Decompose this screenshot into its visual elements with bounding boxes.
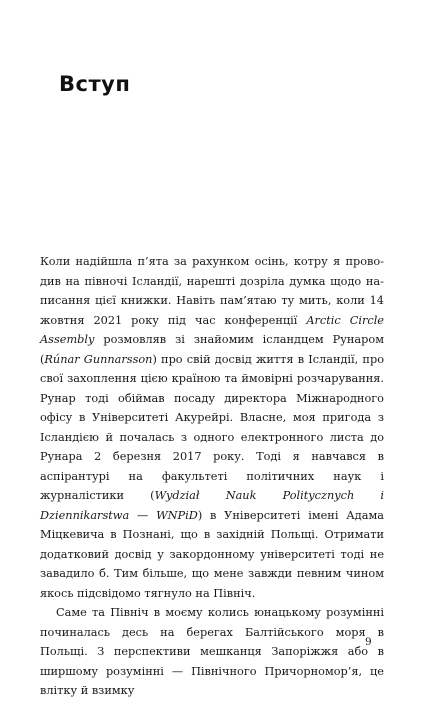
paragraph [40,252,384,603]
italic-run: Wydział Nauk Politycznych i Dziennikarstwa — WNPiD [40,489,384,522]
page-number: 9 [365,636,372,648]
text-run: Коли надійшла п’ята за рахунком осінь, котру я проводив на півночі Ісландії, нарешті дозріла думка щодо написання цієї книжки. Навіть пам’ятаю ту мить, коли 14 жовтня 2021 року під час конференції [40,255,384,327]
italic-run: Arctic Circle Assembly [40,313,384,346]
italic-run: Rúnar Gunnarsson [44,352,153,366]
text-run: ) про свій досвід життя в Ісландії, про свої захоплення цією країною та ймовірні розчарування. Рунар тоді обіймав посаду директора Міжнародного офісу в Університеті Акурейрі. Власне, моя пригода з Ісландією й почалась з одного електронного листа до Рунара 2 березня 2017 року. Тоді я навчався в аспірантурі на факультеті політичних наук і журналістики ( [40,352,384,502]
text-run: ) в Університеті імені Адама Міцкевича в Познані, що в західній Польщі. Отримати додатковий досвід у закордонному університеті тоді не завадило б. Тим більше, що мене завжди певним чином якось підсвідомо тягнуло на Північ. [40,508,384,600]
text-run: розмовляв зі знайомим ісландцем Рунаром ( [40,333,384,366]
paragraph [40,603,384,701]
chapter-title: Вступ [59,72,131,96]
text-run: Саме та Північ в моєму колись юнацькому розумінні починалась десь на берегах Балтійського моря в Польщі. З перспективи мешканця Запоріжжя або в ширшому розумінні — Північного Причорномор’я, це влітку й взимку [40,606,384,697]
body-text [40,252,384,701]
